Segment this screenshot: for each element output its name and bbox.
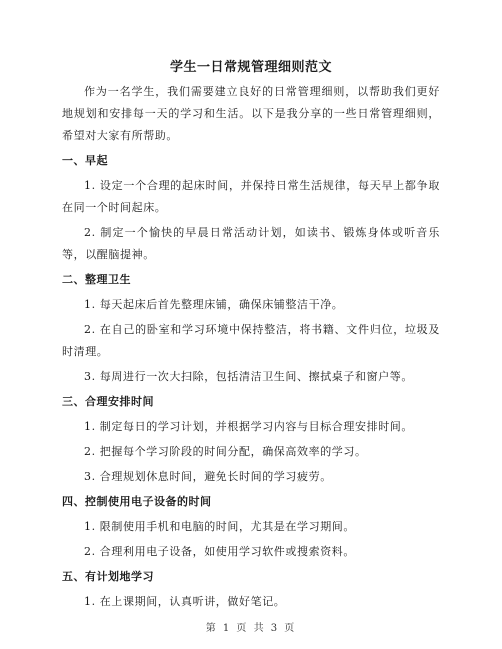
section-heading-hygiene: 二、整理卫生 <box>62 273 131 286</box>
section-heading-time-management: 三、合理安排时间 <box>62 395 154 408</box>
section-item: 1. 在上课期间，认真听讲，做好笔记。 <box>84 595 286 608</box>
section-item: 2. 把握每个学习阶段的时间分配，确保高效率的学习。 <box>84 445 367 458</box>
section-item: 2. 合理利用电子设备，如使用学习软件或搜索资料。 <box>84 545 355 558</box>
section-item: 3. 合理规划休息时间，避免长时间的学习疲劳。 <box>84 470 332 483</box>
section-item: 1. 制定每日的学习计划，并根据学习内容与目标合理安排时间。 <box>84 420 413 433</box>
page-number-footer: 第 1 页 共 3 页 <box>205 623 297 634</box>
section-item: 1. 限制使用手机和电脑的时间，尤其是在学习期间。 <box>84 520 355 533</box>
document-title: 学生一日常规管理细则范文 <box>169 60 332 75</box>
section-heading-planned-study: 五、有计划地学习 <box>62 570 154 583</box>
section-heading-wake-up: 一、早起 <box>62 154 108 167</box>
section-heading-device-usage: 四、控制使用电子设备的时间 <box>62 495 212 508</box>
document-body <box>62 58 440 616</box>
section-item: 2. 制定一个愉快的早晨日常活动计划，如读书、锻炼身体或听音乐等，以醒脑提神。 <box>62 226 440 261</box>
section-item: 3. 每周进行一次大扫除，包括清洁卫生间、擦拭桌子和窗户等。 <box>84 370 413 383</box>
intro-paragraph: 作为一名学生，我们需要建立良好的日常管理细则，以帮助我们更好地规划和安排每一天的学习和生活。以下是我分享的一些日常管理细则，希望对大家有所帮助。 <box>62 85 440 142</box>
section-item: 1. 设定一个合理的起床时间，并保持日常生活规律，每天早上都争取在同一个时间起床。 <box>62 179 440 214</box>
section-item: 2. 在自己的卧室和学习环境中保持整洁，将书籍、文件归位，垃圾及时清理。 <box>62 323 440 358</box>
section-item: 1. 每天起床后首先整理床铺，确保床铺整洁干净。 <box>84 298 344 311</box>
